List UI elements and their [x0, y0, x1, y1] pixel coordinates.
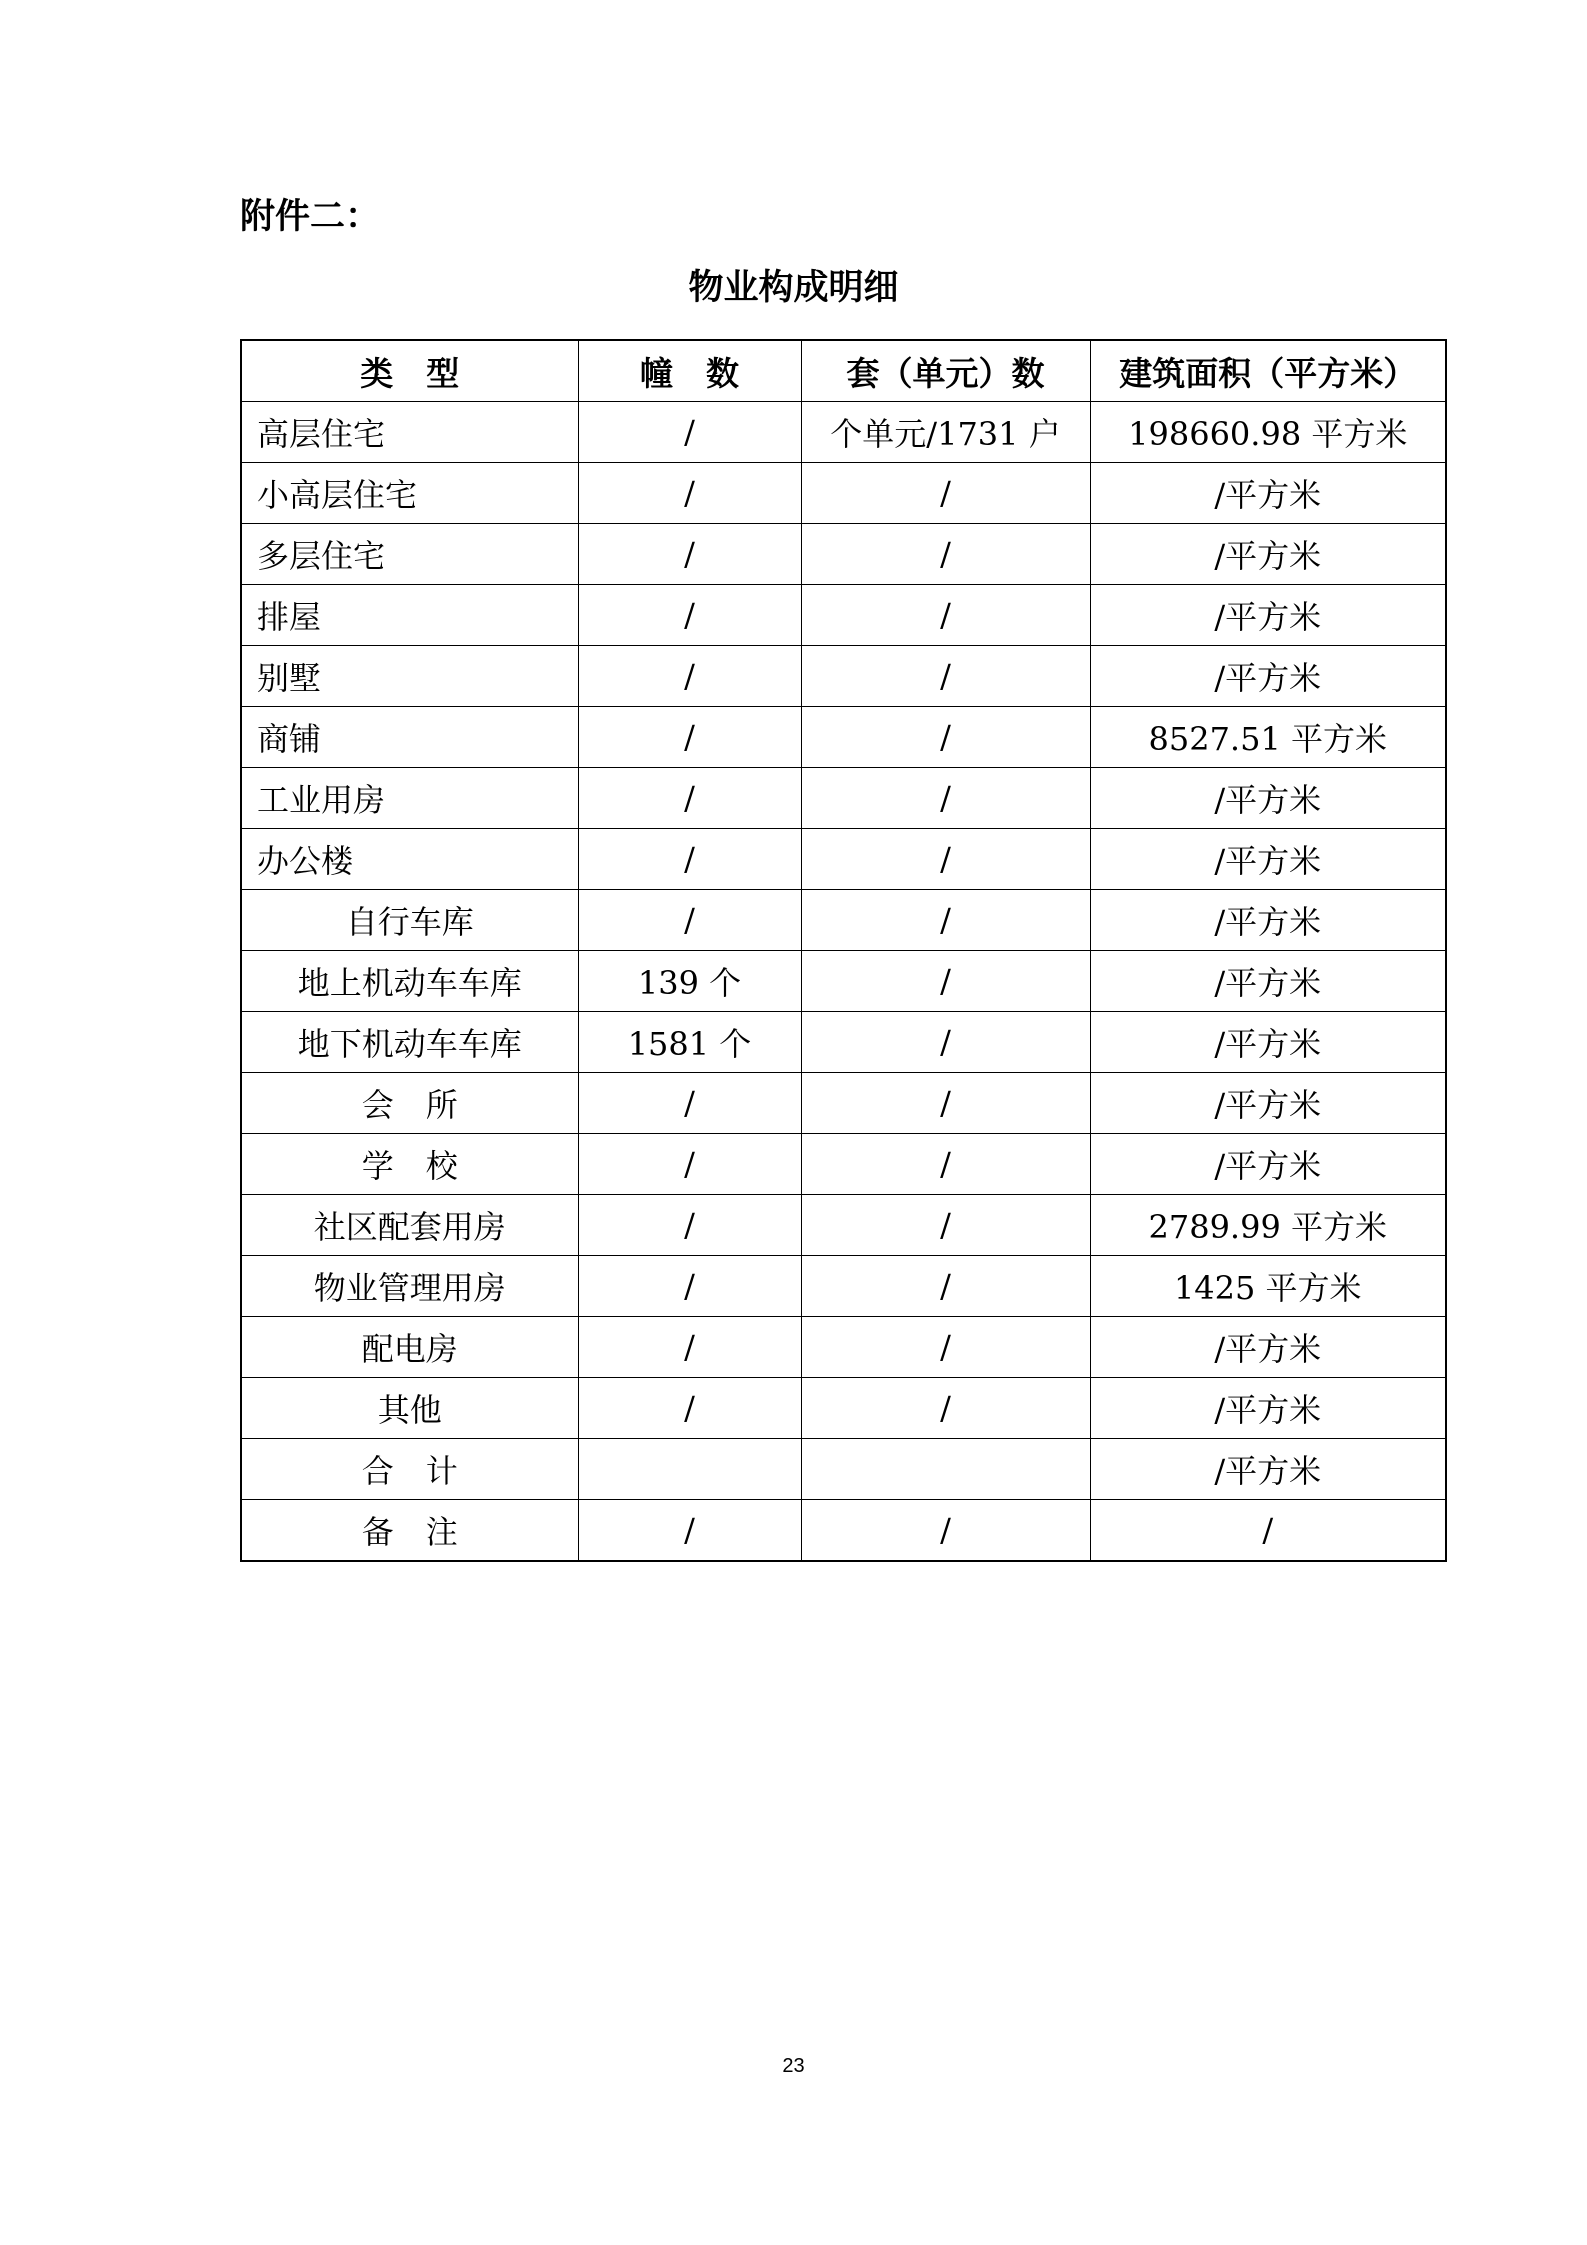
floor-area-cell: 8527.51 平方米 — [1090, 707, 1446, 768]
table-body — [241, 402, 1446, 1562]
type-cell: 多层住宅 — [241, 524, 578, 585]
units-cell: / — [801, 1195, 1090, 1256]
buildings-cell: 139 个 — [578, 951, 801, 1012]
type-cell: 合 计 — [241, 1439, 578, 1500]
buildings-cell — [578, 1439, 801, 1500]
type-cell: 其他 — [241, 1378, 578, 1439]
buildings-cell: / — [578, 1500, 801, 1562]
table-row — [241, 1012, 1446, 1073]
table-row — [241, 1500, 1446, 1562]
table-row — [241, 768, 1446, 829]
units-cell: / — [801, 1256, 1090, 1317]
table-row — [241, 1073, 1446, 1134]
floor-area-cell: /平方米 — [1090, 463, 1446, 524]
units-cell — [801, 1439, 1090, 1500]
header-type: 类 型 — [241, 340, 578, 402]
type-cell: 自行车库 — [241, 890, 578, 951]
floor-area-cell: /平方米 — [1090, 951, 1446, 1012]
type-cell: 小高层住宅 — [241, 463, 578, 524]
units-cell: / — [801, 524, 1090, 585]
units-cell: / — [801, 585, 1090, 646]
table-row — [241, 1317, 1446, 1378]
type-cell: 物业管理用房 — [241, 1256, 578, 1317]
type-cell: 排屋 — [241, 585, 578, 646]
table-row — [241, 1256, 1446, 1317]
header-buildings: 幢 数 — [578, 340, 801, 402]
document-title: 物业构成明细 — [688, 268, 899, 308]
units-cell: / — [801, 1073, 1090, 1134]
floor-area-cell: /平方米 — [1090, 1378, 1446, 1439]
table-row — [241, 1439, 1446, 1500]
buildings-cell: / — [578, 1378, 801, 1439]
floor-area-cell: /平方米 — [1090, 1439, 1446, 1500]
floor-area-cell: /平方米 — [1090, 1134, 1446, 1195]
type-cell: 社区配套用房 — [241, 1195, 578, 1256]
property-composition-table-wrap — [240, 339, 1445, 1562]
type-cell: 学 校 — [241, 1134, 578, 1195]
floor-area-cell: /平方米 — [1090, 1317, 1446, 1378]
units-cell: / — [801, 707, 1090, 768]
floor-area-cell: /平方米 — [1090, 1073, 1446, 1134]
type-cell: 地下机动车车库 — [241, 1012, 578, 1073]
floor-area-cell: /平方米 — [1090, 585, 1446, 646]
floor-area-cell: 198660.98 平方米 — [1090, 402, 1446, 463]
table-row — [241, 646, 1446, 707]
table-row — [241, 707, 1446, 768]
floor-area-cell: /平方米 — [1090, 829, 1446, 890]
type-cell: 地上机动车车库 — [241, 951, 578, 1012]
units-cell: / — [801, 646, 1090, 707]
table-row — [241, 1378, 1446, 1439]
floor-area-cell: /平方米 — [1090, 768, 1446, 829]
type-cell: 工业用房 — [241, 768, 578, 829]
buildings-cell: / — [578, 402, 801, 463]
type-cell: 备 注 — [241, 1500, 578, 1562]
units-cell: / — [801, 768, 1090, 829]
table-row — [241, 402, 1446, 463]
type-cell: 会 所 — [241, 1073, 578, 1134]
units-cell: / — [801, 829, 1090, 890]
floor-area-cell: 1425 平方米 — [1090, 1256, 1446, 1317]
buildings-cell: / — [578, 707, 801, 768]
header-floor-area: 建筑面积（平方米） — [1090, 340, 1446, 402]
type-cell: 别墅 — [241, 646, 578, 707]
units-cell: / — [801, 890, 1090, 951]
units-cell: / — [801, 1500, 1090, 1562]
type-cell: 配电房 — [241, 1317, 578, 1378]
table-row — [241, 951, 1446, 1012]
buildings-cell: 1581 个 — [578, 1012, 801, 1073]
type-cell: 办公楼 — [241, 829, 578, 890]
floor-area-cell: /平方米 — [1090, 524, 1446, 585]
units-cell: / — [801, 1317, 1090, 1378]
floor-area-cell: / — [1090, 1500, 1446, 1562]
property-composition-table — [240, 339, 1447, 1562]
table-row — [241, 890, 1446, 951]
buildings-cell: / — [578, 1073, 801, 1134]
buildings-cell: / — [578, 890, 801, 951]
table-row — [241, 524, 1446, 585]
type-cell: 商铺 — [241, 707, 578, 768]
units-cell: / — [801, 1134, 1090, 1195]
page-number: 23 — [782, 2055, 805, 2077]
type-cell: 高层住宅 — [241, 402, 578, 463]
floor-area-cell: /平方米 — [1090, 646, 1446, 707]
floor-area-cell: /平方米 — [1090, 890, 1446, 951]
table-row — [241, 829, 1446, 890]
units-cell: / — [801, 1378, 1090, 1439]
table-row — [241, 1134, 1446, 1195]
units-cell: / — [801, 951, 1090, 1012]
buildings-cell: / — [578, 1195, 801, 1256]
units-cell: / — [801, 463, 1090, 524]
floor-area-cell: /平方米 — [1090, 1012, 1446, 1073]
header-units: 套（单元）数 — [801, 340, 1090, 402]
buildings-cell: / — [578, 829, 801, 890]
buildings-cell: / — [578, 585, 801, 646]
attachment-label: 附件二： — [240, 197, 381, 237]
buildings-cell: / — [578, 768, 801, 829]
units-cell: 个单元/1731 户 — [801, 402, 1090, 463]
table-row — [241, 463, 1446, 524]
buildings-cell: / — [578, 1317, 801, 1378]
buildings-cell: / — [578, 524, 801, 585]
buildings-cell: / — [578, 1256, 801, 1317]
buildings-cell: / — [578, 463, 801, 524]
buildings-cell: / — [578, 646, 801, 707]
table-row — [241, 585, 1446, 646]
buildings-cell: / — [578, 1134, 801, 1195]
units-cell: / — [801, 1012, 1090, 1073]
floor-area-cell: 2789.99 平方米 — [1090, 1195, 1446, 1256]
table-row — [241, 1195, 1446, 1256]
table-header-row — [241, 340, 1446, 402]
